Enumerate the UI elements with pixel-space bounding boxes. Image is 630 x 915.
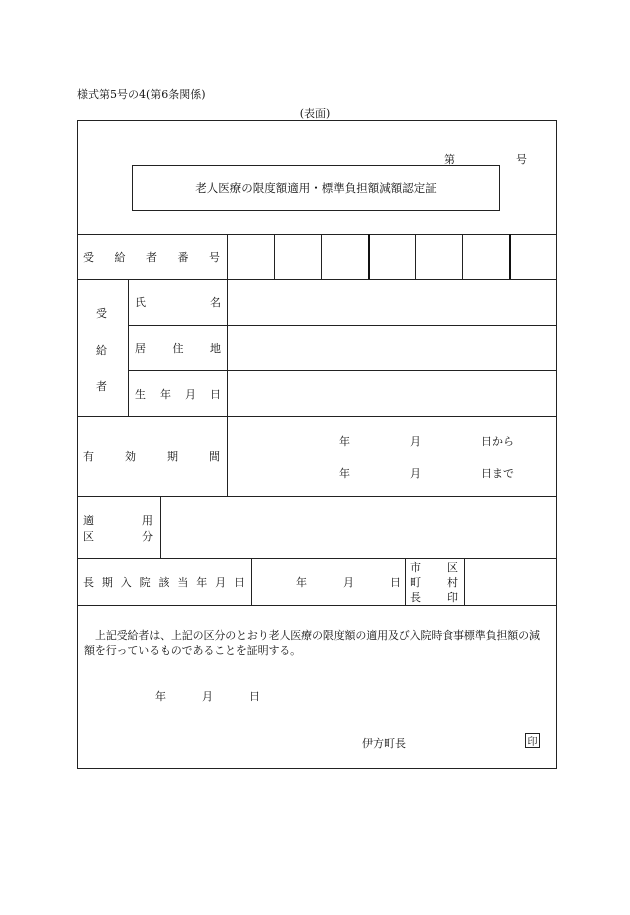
issue-date-year: 年 bbox=[155, 690, 166, 703]
rule-category-bottom bbox=[77, 558, 557, 559]
validity-from-day: 日から bbox=[481, 435, 514, 448]
seal-label: 印 bbox=[527, 737, 538, 748]
rule-mayor-left bbox=[405, 558, 406, 605]
certificate-title-text: 老人医療の限度額適用・標準負担額減額認定証 bbox=[195, 181, 437, 195]
certificate-title bbox=[132, 165, 500, 211]
rule-recipient-number-bottom bbox=[77, 279, 557, 280]
issue-date-month: 月 bbox=[202, 690, 213, 703]
birthdate-label: 生 年 月 日 bbox=[135, 388, 221, 401]
validity-to-day: 日まで bbox=[481, 467, 514, 480]
digit-divider-5 bbox=[462, 234, 463, 279]
cert-number-go: 号 bbox=[516, 153, 527, 166]
rule-label-column bbox=[227, 234, 228, 496]
address-label: 居 住 地 bbox=[135, 342, 221, 355]
rule-recipient-bottom bbox=[77, 416, 557, 417]
digit-divider-6-bold bbox=[509, 234, 511, 279]
digit-divider-1 bbox=[274, 234, 275, 279]
long-term-day: 日 bbox=[390, 576, 401, 589]
validity-from-month: 月 bbox=[410, 435, 421, 448]
recipient-label-char-2: 給 bbox=[96, 344, 107, 357]
rule-long-term-bottom bbox=[77, 605, 557, 606]
side-label: (表面) bbox=[299, 107, 331, 120]
cert-number-dai: 第 bbox=[444, 153, 455, 166]
validity-from-year: 年 bbox=[339, 435, 350, 448]
mayor-label-row-2: 町 村 bbox=[410, 576, 458, 589]
issue-date-day: 日 bbox=[249, 690, 260, 703]
rule-recipient-column bbox=[128, 279, 129, 416]
long-term-year: 年 bbox=[296, 576, 307, 589]
rule-recipient-number-top bbox=[77, 234, 557, 235]
mayor-label-row-3: 長 印 bbox=[410, 591, 458, 604]
rule-mayor-right bbox=[464, 558, 465, 605]
recipient-number-label-char: 受 bbox=[83, 251, 94, 264]
validity-to-year: 年 bbox=[339, 467, 350, 480]
digit-divider-2 bbox=[321, 234, 322, 279]
name-label: 氏 名 bbox=[135, 296, 221, 309]
digit-divider-3-bold bbox=[368, 234, 370, 279]
validity-to-month: 月 bbox=[410, 467, 421, 480]
seal-stamp-icon bbox=[525, 733, 540, 748]
long-term-month: 月 bbox=[343, 576, 354, 589]
recipient-label-char-3: 者 bbox=[96, 380, 107, 393]
recipient-number-label: 受 給 者 番 号 bbox=[83, 251, 220, 264]
rule-validity-bottom bbox=[77, 496, 557, 497]
mayor-label-row-1: 市 区 bbox=[410, 561, 458, 574]
digit-divider-4 bbox=[415, 234, 416, 279]
certification-text: 上記受給者は、上記の区分のとおり老人医療の限度額の適用及び入院時食事標準負担額の減額を行っているものであることを証明する。 bbox=[84, 629, 540, 657]
rule-long-term-label-column bbox=[251, 558, 252, 605]
issuer-name: 伊方町長 bbox=[362, 737, 406, 750]
form-number: 様式第5号の4(第6条関係) bbox=[77, 88, 206, 101]
rule-name-bottom bbox=[128, 325, 557, 326]
category-label-2: 区 分 bbox=[83, 530, 153, 543]
validity-label: 有 効 期 間 bbox=[83, 450, 220, 463]
recipient-label-char-1: 受 bbox=[96, 307, 107, 320]
rule-address-bottom bbox=[128, 370, 557, 371]
rule-category-column bbox=[160, 496, 161, 558]
long-term-label: 長 期 入 院 該 当 年 月 日 bbox=[83, 576, 245, 589]
category-label-1: 適 用 bbox=[83, 514, 153, 527]
